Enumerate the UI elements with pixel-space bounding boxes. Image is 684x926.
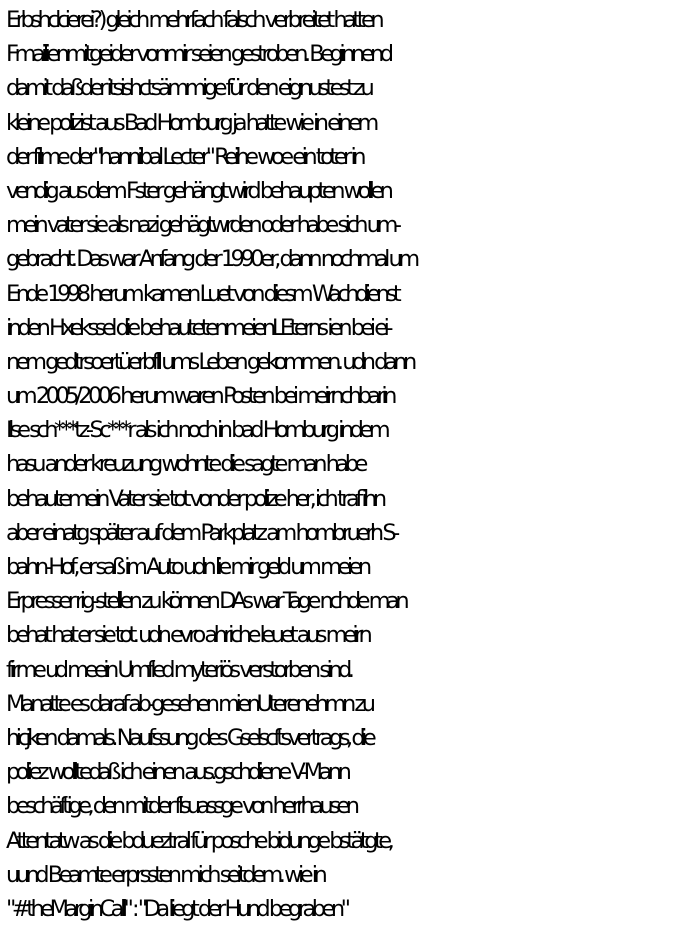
text-line: aber einatg später auf dem Parkplatz am hombruerh S- [6, 519, 396, 546]
text-line: Fmailienmitgeider vonmir seien gestroben. Beginnend [6, 41, 390, 68]
text-line: hicjken damals. Naufssung des Gselscftsvertrags, die [6, 724, 373, 751]
text-line: poliez wolltedaß ich einen aus.gschdiene V-Mann [6, 759, 348, 786]
text-line: vendig aus dem Fster gehängt wird behaupten wollen [6, 177, 390, 204]
text-line: Erpresser rig-stellen zu können DAs war Tage nchde man [6, 588, 406, 615]
text-line: beschäftige, den mitder flsuassge von herrhausen [6, 793, 356, 820]
text-line: mein vater sie als nazi gehägtwrden oder habe sich um- [6, 212, 398, 239]
text-line: der filme der"hannibal Lecter" Reihe woe ein toter in [6, 143, 362, 170]
text-line: um 2005/2006 herum waren Posten bei meirnchbarin [6, 383, 393, 410]
text-line: Ende 1998 herum kamen Luet von diesm Wachdienst [6, 280, 398, 307]
text-line: behat hat er sie tot. udn evro ahriche leuet aus meirn [6, 622, 369, 649]
text-line: "#theMarginCall" : "Da liegt der Hund begraben" [6, 895, 347, 922]
text-line: Attentatw as die bdueztral für posche bidunge bstätgte, [6, 827, 391, 854]
text-line: kleine polizist aus Bad Homburg ja hatte wie in einem [6, 109, 375, 136]
text-line: nem gedtrsoertüerbfll ums Leben gekommen. udn dann [6, 348, 413, 375]
text-line: bahn-Hof, er saß im Auto udn lie mir geld um meien [6, 554, 368, 580]
text-line: gebracht. Das war Anfang der 1990er, dann nochmal um [6, 246, 416, 273]
document-text-block [6, 3, 682, 926]
text-line: uund Beamte erprssten mich seitdem. wie in [6, 861, 324, 888]
text-line: behautemein Vater sie tot vonder polize her, ich traf ihn [6, 485, 383, 512]
text-line: Erbshclcierei?) gleich mehrfach falsch verbreitet hatten [6, 7, 381, 33]
text-line: firme ud meein Umfled myteriös verstorben sind. [6, 656, 351, 683]
text-line: damit daßder itsishctsämmige für den eignustest zu [6, 75, 371, 102]
text-line: Manatte es daraf ab-gesehen mienUterenehmn zu [6, 690, 372, 717]
text-line: hasu ander kreuzung wohnte die sagte man habe [6, 451, 364, 478]
text-line: inden Hxekssel die behautetenmeienLEterns ien bei ei- [6, 314, 389, 341]
text-line: Ilse sch***tz-Sc***r als ich noch in bad Homburg indem [6, 417, 387, 444]
